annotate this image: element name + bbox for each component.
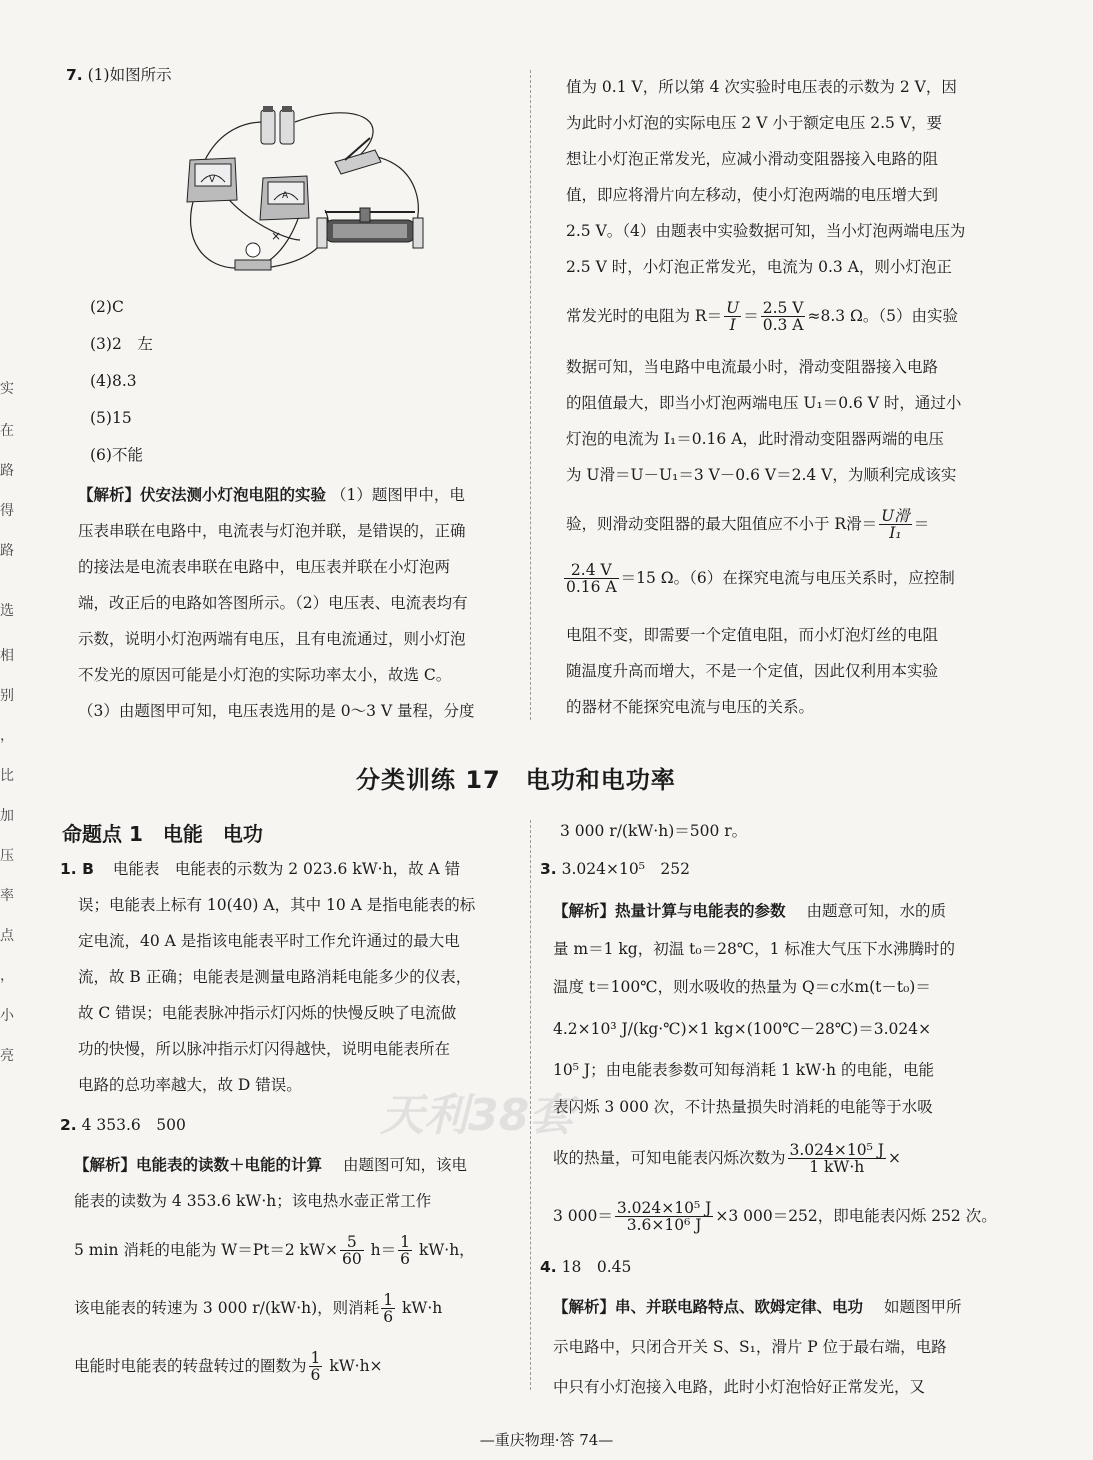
formula-line: 验，则滑动变阻器的最大阻值应不小于 R滑＝ $\frac{\text{U滑}}{\text{I₁}}$ ＝ <box>566 507 930 543</box>
fraction: $\frac{1}{6}$ <box>400 1233 411 1269</box>
answer-line: 3.024×10⁵ 252 <box>561 860 691 878</box>
text-line: 如题图甲所 <box>883 1298 962 1316</box>
question-number: 1. B <box>60 860 94 878</box>
fraction: $\frac{5}{60}$ <box>341 1233 362 1269</box>
text-line: 2.5 V。（4）由题表中实验数据可知，当小灯泡两端电压为 <box>566 222 966 240</box>
fraction: $\frac{U}{I}$ <box>726 299 740 335</box>
text-line: 能表的读数为 4 353.6 kW·h；该电热水壶正常工作 <box>74 1192 432 1210</box>
text-line: 的器材不能探究电流与电压的关系。 <box>566 698 815 716</box>
page-footer: —重庆物理·答 74— <box>479 1431 614 1449</box>
fraction: $\frac{\text{3.024×10⁵ J}}{\text{3.6×10⁶ J}}$ <box>616 1199 712 1235</box>
fraction: $\frac{2.5 V}{0.3 A}$ <box>762 299 804 335</box>
text-line: 温度 t＝100℃，则水吸收的热量为 Q＝c水m(t－t₀)＝ <box>553 978 931 996</box>
voltmeter-icon <box>187 158 237 202</box>
text-line: 功的快慢，所以脉冲指示灯闪得越快，说明电能表所在 <box>78 1040 451 1058</box>
analysis-line: 不发光的原因可能是小灯泡的实际功率太小，故选 C。 <box>78 666 452 684</box>
text-line: 由题意可知，水的质 <box>806 902 946 920</box>
fraction: $\frac{\text{U滑}}{\text{I₁}}$ <box>881 507 910 543</box>
question-number: 3. <box>540 860 557 878</box>
analysis-line: 压表串联在电路中，电流表与灯泡并联，是错误的，正确 <box>78 522 466 540</box>
answer-line: 18 0.45 <box>561 1258 632 1276</box>
margin-mark: 比 <box>0 768 14 784</box>
question-number: 4. <box>540 1258 557 1276</box>
margin-mark: 路 <box>0 463 14 479</box>
text-line: 值，即应将滑片向左移动，使小灯泡两端的电压增大到 <box>566 186 939 204</box>
answer-line: (6)不能 <box>90 446 143 464</box>
text-line: 由题图可知，该电 <box>342 1156 467 1174</box>
text-line: 3 000 r/(kW·h)＝500 r。 <box>560 822 748 840</box>
switch-icon <box>335 138 381 174</box>
margin-mark: 相 <box>0 648 14 664</box>
ammeter-icon <box>260 176 309 220</box>
margin-mark: 得 <box>0 503 14 519</box>
text-line: 的阻值最大，即当小灯泡两端电压 U₁＝0.6 V 时，通过小 <box>566 394 962 412</box>
margin-mark: 选 <box>0 603 14 619</box>
text-line: 误；电能表上标有 10(40) A，其中 10 A 是指电能表的标 <box>78 896 476 914</box>
text-line: 随温度升高而增大，不是一个定值，因此仅利用本实验 <box>566 662 939 680</box>
fraction: $\frac{1}{6}$ <box>310 1349 321 1385</box>
section-title: 分类训练 17 电功和电功率 <box>356 766 676 794</box>
column-divider-top <box>530 70 531 720</box>
text-line: 故 C 错误；电能表脉冲指示灯闪烁的快慢反映了电流做 <box>78 1004 457 1022</box>
text-line: 流，故 B 正确；电能表是测量电路消耗电能多少的仪表， <box>78 968 472 986</box>
text-line: 4.2×10³ J/(kg·℃)×1 kg×(100℃－28℃)＝3.024× <box>553 1020 932 1038</box>
analysis-tag: 【解析】伏安法测小灯泡电阻的实验 <box>78 486 327 504</box>
analysis-line: 示数，说明小灯泡两端有电压，且有电流通过，则小灯泡 <box>78 630 466 648</box>
margin-mark: 点 <box>0 928 14 944</box>
margin-mark: 压 <box>0 848 14 864</box>
answer-line: (2)C <box>90 298 124 316</box>
analysis-line: （1）题图甲中，电 <box>330 486 465 504</box>
margin-mark: 小 <box>0 1008 14 1024</box>
margin-mark: 在 <box>0 423 14 439</box>
text-line: 中只有小灯泡接入电路，此时小灯泡恰好正常发光，又 <box>553 1378 926 1396</box>
rheostat-icon <box>317 208 423 248</box>
margin-mark: 路 <box>0 543 14 559</box>
text-line: 示电路中，只闭合开关 S、S₁，滑片 P 位于最右端，电路 <box>553 1338 947 1356</box>
bulb-icon <box>235 243 271 270</box>
fraction: $\frac{2.4 V}{0.16 A}$ <box>566 561 617 597</box>
formula-line: 电能时电能表的转盘转过的圈数为 $\frac{1}{6}$ kW·h× <box>74 1349 383 1385</box>
margin-mark: 实 <box>0 381 14 397</box>
text-line: 为此时小灯泡的实际电压 2 V 小于额定电压 2.5 V，要 <box>566 114 943 132</box>
circuit-diagram <box>175 100 460 280</box>
fraction: $\frac{\text{3.024×10⁵ J}}{1 kW\cdot h}$ <box>789 1141 884 1177</box>
text-line: 为 U滑＝U－U₁＝3 V－0.6 V＝2.4 V，为顺利完成该实 <box>566 466 957 484</box>
answer-line: (3)2 左 <box>90 335 153 353</box>
text-line: 2.5 V 时，小灯泡正常发光，电流为 0.3 A，则小灯泡正 <box>566 258 952 276</box>
analysis-line: 端，改正后的电路如答图所示。（2）电压表、电流表均有 <box>78 594 468 612</box>
svg-text:V: V <box>209 175 216 185</box>
formula-line: 常发光时的电阻为 R＝ $\frac{U}{I}$ ＝ $\frac{2.5 V}{0.3 A}$ ≈8.3 Ω。（5）由实验 <box>566 299 959 335</box>
analysis-tag: 【解析】电能表的读数＋电能的计算 <box>74 1156 323 1174</box>
margin-mark: 率 <box>0 888 14 904</box>
formula-line: 该电能表的转速为 3 000 r/(kW·h)，则消耗 $\frac{1}{6}$ kW·h <box>74 1291 443 1327</box>
battery-icon <box>261 106 294 144</box>
svg-text:×: × <box>271 229 282 243</box>
text-line: 电路的总功率越大，故 D 错误。 <box>78 1076 302 1094</box>
answer-line: (4)8.3 <box>90 372 137 390</box>
formula-line: 收的热量，可知电能表闪烁次数为 $\frac{\text{3.024×10⁵ J}}{1 kW\cdot h}$ × <box>553 1141 901 1177</box>
text-line: 值为 0.1 V，所以第 4 次实验时电压表的示数为 2 V，因 <box>566 78 957 96</box>
answer-line: 4 353.6 500 <box>81 1116 186 1134</box>
analysis-line: （3）由题图甲可知，电压表选用的是 0～3 V 量程，分度 <box>78 702 475 720</box>
topic-heading: 命题点 1 电能 电功 <box>62 822 263 846</box>
analysis-tag: 【解析】串、并联电路特点、欧姆定律、电功 <box>553 1298 864 1316</box>
text-line: 量 m＝1 kg，初温 t₀＝28℃，1 标准大气压下水沸腾时的 <box>553 940 955 958</box>
text-line: 数据可知，当电路中电流最小时，滑动变阻器接入电路 <box>566 358 939 376</box>
margin-mark: ， <box>0 968 14 984</box>
text-line: 表闪烁 3 000 次，不计热量损失时消耗的电能等于水吸 <box>553 1098 933 1116</box>
question-number: 2. <box>60 1116 77 1134</box>
answer-line: (5)15 <box>90 409 132 427</box>
text-line: 想让小灯泡正常发光，应减小滑动变阻器接入电路的阻 <box>566 150 939 168</box>
margin-mark: 别 <box>0 688 14 704</box>
question-number: 7. <box>66 66 83 84</box>
formula-line: 3 000＝ $\frac{\text{3.024×10⁵ J}}{\text{3.6×10⁶ J}}$ ×3 000＝252，即电能表闪烁 252 次。 <box>553 1199 997 1235</box>
formula-line: 5 min 消耗的电能为 W＝Pt＝2 kW× $\frac{5}{60}$ h＝ $\frac{1}{6}$ kW·h， <box>74 1233 475 1269</box>
text-line: 定电流，40 A 是指该电能表平时工作允许通过的最大电 <box>78 932 460 950</box>
margin-mark: 亮 <box>0 1048 14 1064</box>
answer-line: (1)如图所示 <box>87 66 172 84</box>
fraction: $\frac{1}{6}$ <box>383 1291 394 1327</box>
text-line: 电能表 电能表的示数为 2 023.6 kW·h，故 A 错 <box>112 860 461 878</box>
margin-mark: 加 <box>0 808 14 824</box>
analysis-line: 的接法是电流表串联在电路中，电压表并联在小灯泡两 <box>78 558 451 576</box>
text-line: 电阻不变，即需要一个定值电阻，而小灯泡灯丝的电阻 <box>566 626 939 644</box>
svg-text:A: A <box>282 191 289 201</box>
watermark-logo <box>360 1060 660 1180</box>
margin-mark: ， <box>0 728 14 744</box>
formula-line: $\frac{2.4 V}{0.16 A}$ ＝15 Ω。（6）在探究电流与电压关系时，应控制 <box>566 561 955 597</box>
text-line: 灯泡的电流为 I₁＝0.16 A，此时滑动变阻器两端的电压 <box>566 430 944 448</box>
text-line: 10⁵ J；由电能表参数可知每消耗 1 kW·h 的电能，电能 <box>553 1061 934 1079</box>
svg-text:天利38套: 天利38套 <box>380 1090 574 1141</box>
analysis-tag: 【解析】热量计算与电能表的参数 <box>553 902 786 920</box>
